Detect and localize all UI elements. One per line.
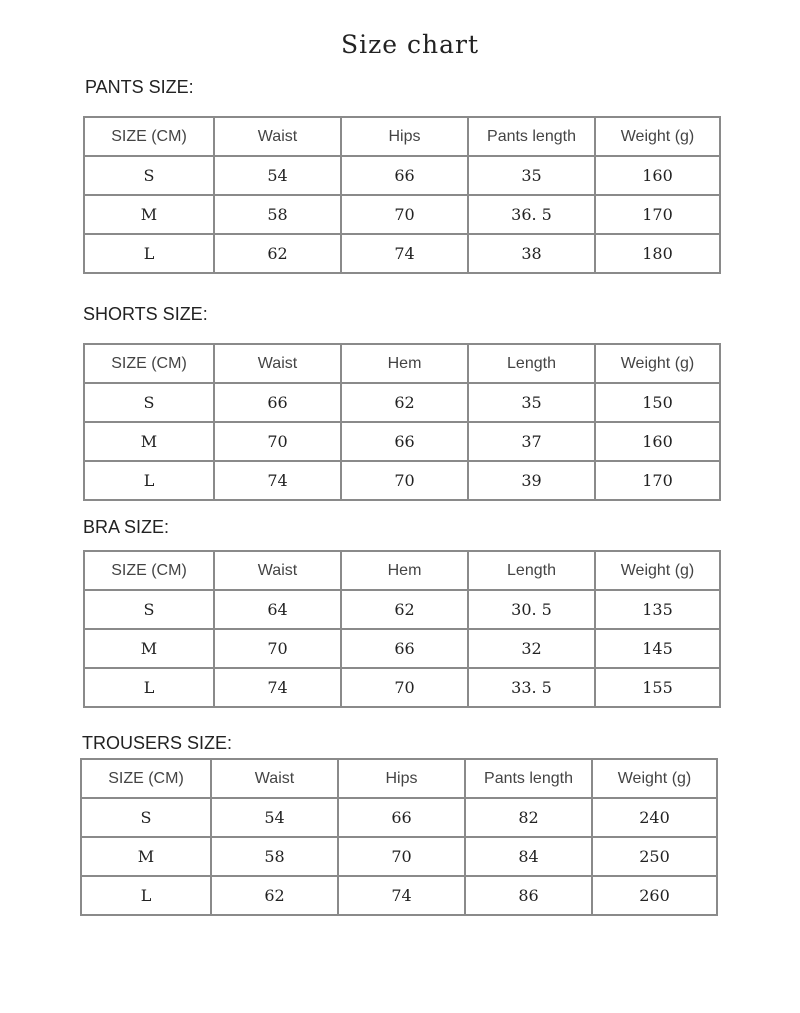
table-cell: L bbox=[81, 876, 211, 915]
table-cell: 32 bbox=[468, 629, 595, 668]
table-row bbox=[84, 383, 720, 422]
shorts-size-heading: SHORTS SIZE: bbox=[83, 304, 208, 324]
header-cell: Hips bbox=[341, 117, 468, 156]
header-cell: Waist bbox=[211, 759, 338, 798]
bra-size-heading: BRA SIZE: bbox=[83, 517, 170, 537]
table-row bbox=[81, 837, 717, 876]
page-title: Size chart bbox=[340, 30, 480, 59]
table-cell: 145 bbox=[595, 629, 720, 668]
table-row bbox=[84, 195, 720, 234]
table-cell: 39 bbox=[468, 461, 595, 500]
table-cell: 66 bbox=[341, 422, 468, 461]
table-cell: 58 bbox=[211, 837, 338, 876]
table-cell: 240 bbox=[592, 798, 717, 837]
pants-size-table bbox=[83, 116, 721, 274]
table-cell: 62 bbox=[214, 234, 341, 273]
header-cell: Weight (g) bbox=[595, 117, 720, 156]
table-row bbox=[81, 876, 717, 915]
table-row bbox=[84, 590, 720, 629]
table-cell: 70 bbox=[341, 195, 468, 234]
table-cell: 62 bbox=[341, 590, 468, 629]
table-cell: 82 bbox=[465, 798, 592, 837]
table-cell: 37 bbox=[468, 422, 595, 461]
table-cell: 58 bbox=[214, 195, 341, 234]
table-cell: 38 bbox=[468, 234, 595, 273]
header-cell: SIZE (CM) bbox=[84, 344, 214, 383]
table-cell: 260 bbox=[592, 876, 717, 915]
header-cell: Weight (g) bbox=[595, 551, 720, 590]
table-cell: 66 bbox=[341, 156, 468, 195]
header-cell: Waist bbox=[214, 117, 341, 156]
table-cell: 160 bbox=[595, 422, 720, 461]
table-cell: S bbox=[81, 798, 211, 837]
table-cell: 155 bbox=[595, 668, 720, 707]
table-row bbox=[84, 668, 720, 707]
table-cell: S bbox=[84, 590, 214, 629]
table-cell: 54 bbox=[214, 156, 341, 195]
table-cell: 70 bbox=[341, 461, 468, 500]
table-cell: M bbox=[84, 195, 214, 234]
header-cell: SIZE (CM) bbox=[84, 117, 214, 156]
table-cell: 160 bbox=[595, 156, 720, 195]
table-header-row bbox=[84, 344, 720, 383]
trousers-size-heading: TROUSERS SIZE: bbox=[82, 733, 233, 753]
table-row bbox=[84, 629, 720, 668]
table-cell: 62 bbox=[211, 876, 338, 915]
header-cell: Waist bbox=[214, 551, 341, 590]
table-cell: 33. 5 bbox=[468, 668, 595, 707]
table-cell: 135 bbox=[595, 590, 720, 629]
table-cell: 84 bbox=[465, 837, 592, 876]
table-cell: 35 bbox=[468, 156, 595, 195]
header-cell: Hips bbox=[338, 759, 465, 798]
header-cell: SIZE (CM) bbox=[81, 759, 211, 798]
table-cell: 54 bbox=[211, 798, 338, 837]
table-header-row bbox=[84, 117, 720, 156]
table-cell: 66 bbox=[341, 629, 468, 668]
table-cell: 74 bbox=[214, 668, 341, 707]
header-cell: Waist bbox=[214, 344, 341, 383]
table-cell: 70 bbox=[214, 422, 341, 461]
table-cell: 62 bbox=[341, 383, 468, 422]
table-cell: 150 bbox=[595, 383, 720, 422]
table-cell: 70 bbox=[341, 668, 468, 707]
table-cell: 86 bbox=[465, 876, 592, 915]
table-cell: 250 bbox=[592, 837, 717, 876]
table-cell: M bbox=[81, 837, 211, 876]
header-cell: Pants length bbox=[465, 759, 592, 798]
table-row bbox=[81, 798, 717, 837]
table-row bbox=[84, 234, 720, 273]
trousers-size-table bbox=[80, 758, 718, 916]
shorts-size-table bbox=[83, 343, 721, 501]
table-cell: 180 bbox=[595, 234, 720, 273]
table-cell: 66 bbox=[338, 798, 465, 837]
table-cell: M bbox=[84, 422, 214, 461]
pants-size-heading: PANTS SIZE: bbox=[85, 77, 194, 97]
header-cell: SIZE (CM) bbox=[84, 551, 214, 590]
table-cell: L bbox=[84, 234, 214, 273]
table-cell: 170 bbox=[595, 195, 720, 234]
table-row bbox=[84, 461, 720, 500]
header-cell: Weight (g) bbox=[595, 344, 720, 383]
table-header-row bbox=[81, 759, 717, 798]
table-cell: L bbox=[84, 668, 214, 707]
table-row bbox=[84, 422, 720, 461]
table-cell: 170 bbox=[595, 461, 720, 500]
table-cell: 64 bbox=[214, 590, 341, 629]
table-cell: 36. 5 bbox=[468, 195, 595, 234]
table-cell: 74 bbox=[341, 234, 468, 273]
header-cell: Length bbox=[468, 344, 595, 383]
table-cell: 30. 5 bbox=[468, 590, 595, 629]
table-cell: S bbox=[84, 156, 214, 195]
bra-size-table bbox=[83, 550, 721, 708]
table-cell: 70 bbox=[214, 629, 341, 668]
table-cell: S bbox=[84, 383, 214, 422]
header-cell: Pants length bbox=[468, 117, 595, 156]
table-row bbox=[84, 156, 720, 195]
table-header-row bbox=[84, 551, 720, 590]
table-cell: 70 bbox=[338, 837, 465, 876]
header-cell: Weight (g) bbox=[592, 759, 717, 798]
header-cell: Hem bbox=[341, 344, 468, 383]
table-cell: 74 bbox=[214, 461, 341, 500]
table-cell: M bbox=[84, 629, 214, 668]
header-cell: Hem bbox=[341, 551, 468, 590]
header-cell: Length bbox=[468, 551, 595, 590]
table-cell: 66 bbox=[214, 383, 341, 422]
table-cell: 74 bbox=[338, 876, 465, 915]
table-cell: L bbox=[84, 461, 214, 500]
table-cell: 35 bbox=[468, 383, 595, 422]
